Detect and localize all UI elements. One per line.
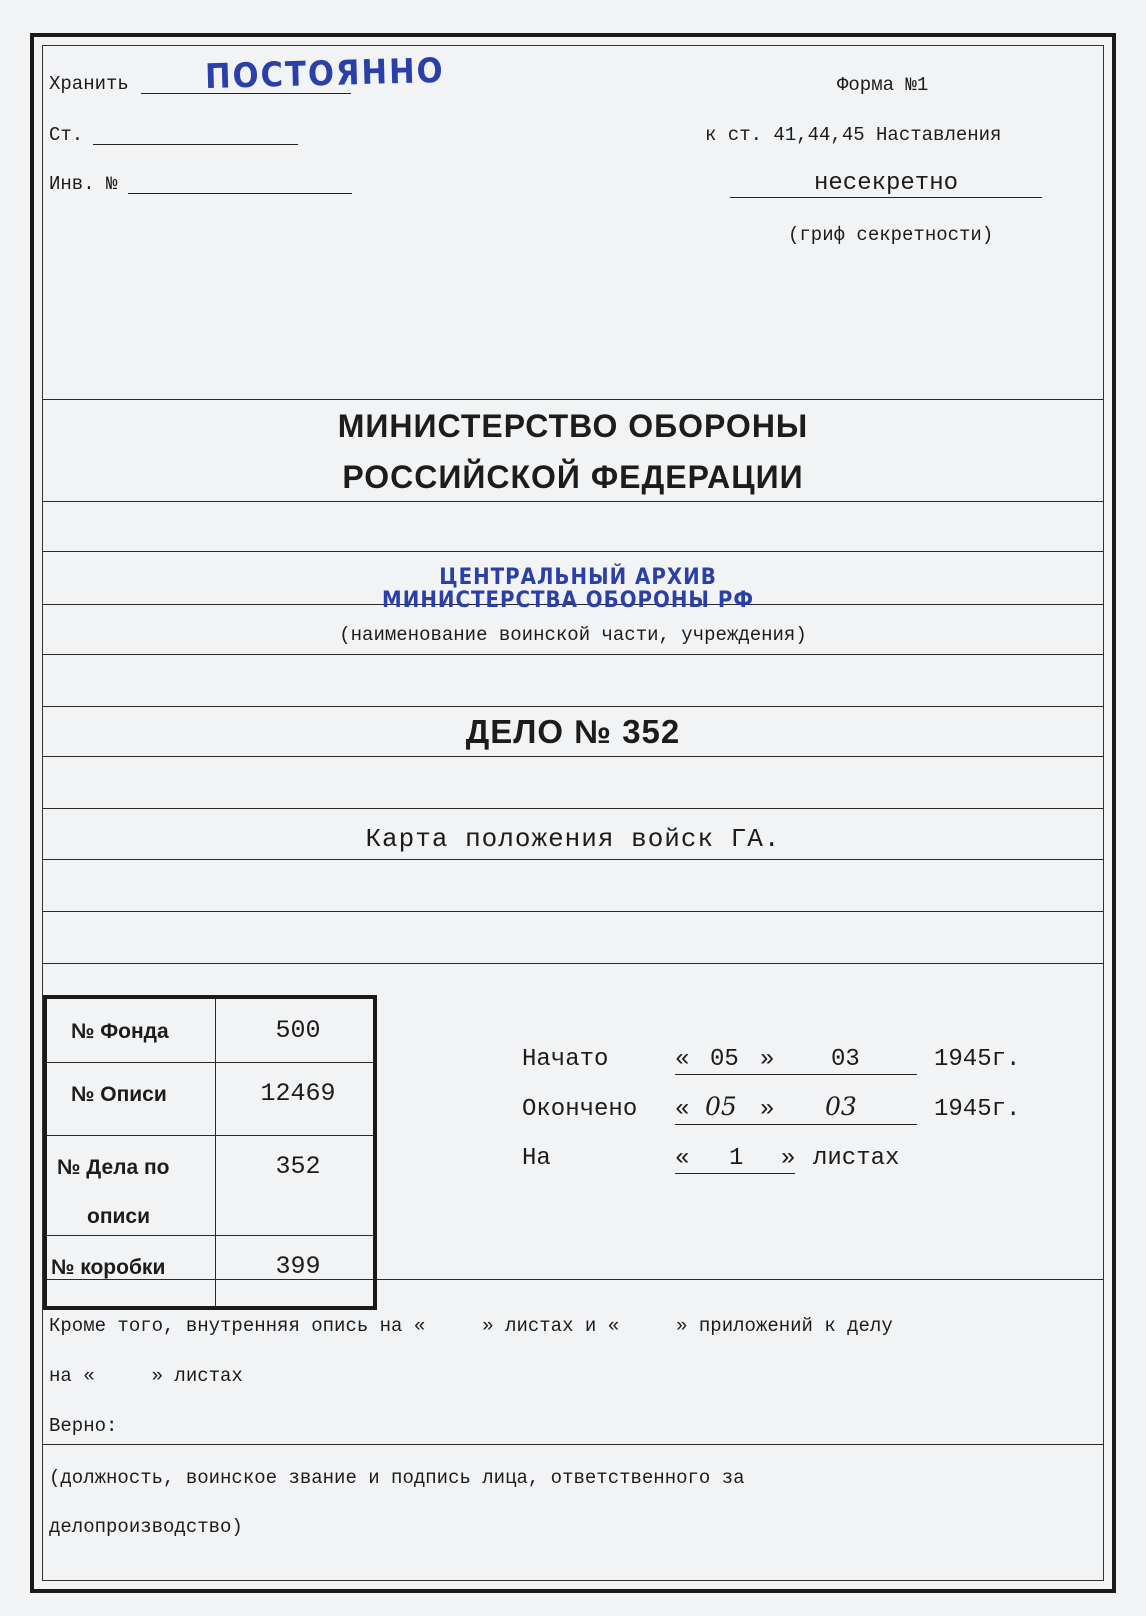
fond-label: № Фонда xyxy=(71,1020,169,1043)
korobka-label: № коробки xyxy=(51,1256,166,1279)
started-month: 03 xyxy=(831,1046,860,1073)
ended-underline xyxy=(675,1124,917,1125)
box-divider xyxy=(215,999,216,1306)
ended-day: 05 xyxy=(705,1092,737,1121)
rule xyxy=(43,399,1103,400)
ended-close-quote: » xyxy=(760,1096,775,1123)
secrecy-underline xyxy=(730,197,1042,198)
archive-stamp-line-2: МИНИСТЕРСТВА ОБОРОНЫ РФ xyxy=(382,588,754,613)
box-row-rule xyxy=(47,1062,373,1063)
unit-caption: (наименование воинской части, учреждения) xyxy=(339,624,807,646)
box-row-rule xyxy=(47,1135,373,1136)
rule xyxy=(43,706,1103,707)
internal-inventory-line-1: Кроме того, внутренняя опись на « » листах и « » приложений к делу xyxy=(49,1315,893,1337)
form-number: Форма №1 xyxy=(837,74,929,96)
case-subject: Карта положения войск ГА. xyxy=(365,824,781,854)
rule xyxy=(43,501,1103,502)
started-close-quote: » xyxy=(760,1046,775,1073)
secrecy-caption: (гриф секретности) xyxy=(788,224,994,246)
sheets-label: На xyxy=(522,1145,551,1172)
sheets-open-quote: « xyxy=(675,1145,690,1172)
keep-stamp: ПОСТОЯННО xyxy=(204,50,446,98)
keep-label: Хранить xyxy=(49,73,129,95)
sheets-value: 1 xyxy=(729,1145,744,1172)
rule xyxy=(43,859,1103,860)
started-label: Начато xyxy=(522,1046,609,1073)
archive-stamp-line-1: ЦЕНТРАЛЬНЫЙ АРХИВ xyxy=(439,565,717,590)
ministry-line-2: РОССИЙСКОЙ ФЕДЕРАЦИИ xyxy=(342,459,804,495)
internal-inventory-line-2: на « » листах xyxy=(49,1365,243,1387)
rule xyxy=(43,1444,1103,1445)
rule xyxy=(43,756,1103,757)
delo-label-line-1: № Дела по xyxy=(57,1156,170,1179)
delo-value: 352 xyxy=(275,1152,321,1181)
case-title: ДЕЛО № 352 xyxy=(465,713,681,750)
opis-value: 12469 xyxy=(260,1079,336,1108)
sheets-underline xyxy=(675,1173,795,1174)
ended-month: 03 xyxy=(825,1092,857,1121)
started-year: 1945г. xyxy=(934,1046,1021,1073)
form-frame xyxy=(30,33,1116,1593)
st-underline xyxy=(93,144,298,145)
started-open-quote: « xyxy=(675,1046,690,1073)
delo-label-line-2: описи xyxy=(87,1205,151,1228)
responsible-caption-line-1: (должность, воинское звание и подпись лица, ответственного за xyxy=(49,1467,745,1489)
fond-value: 500 xyxy=(275,1016,321,1045)
form-inner-border xyxy=(42,45,1104,1581)
box-row-rule xyxy=(47,1235,373,1236)
opis-label: № Описи xyxy=(71,1083,167,1106)
korobka-value: 399 xyxy=(275,1252,321,1281)
started-day: 05 xyxy=(710,1046,739,1073)
rule xyxy=(43,963,1103,964)
article-reference: к ст. 41,44,45 Наставления xyxy=(705,124,1002,146)
rule xyxy=(43,551,1103,552)
st-label: Ст. xyxy=(49,124,84,146)
started-underline xyxy=(675,1074,917,1075)
verified-label: Верно: xyxy=(49,1415,118,1437)
inv-label: Инв. № xyxy=(49,173,118,195)
ended-open-quote: « xyxy=(675,1096,690,1123)
secrecy-value: несекретно xyxy=(813,170,959,197)
rule xyxy=(43,654,1103,655)
rule xyxy=(43,911,1103,912)
ended-label: Окончено xyxy=(522,1096,638,1123)
archive-info-box xyxy=(43,995,377,1310)
ministry-line-1: МИНИСТЕРСТВО ОБОРОНЫ xyxy=(337,408,809,444)
ended-year: 1945г. xyxy=(934,1096,1021,1123)
sheets-unit: листах xyxy=(813,1145,900,1172)
sheets-close-quote: » xyxy=(781,1145,796,1172)
responsible-caption-line-2: делопроизводство) xyxy=(49,1516,243,1538)
inv-underline xyxy=(128,193,352,194)
rule xyxy=(43,808,1103,809)
